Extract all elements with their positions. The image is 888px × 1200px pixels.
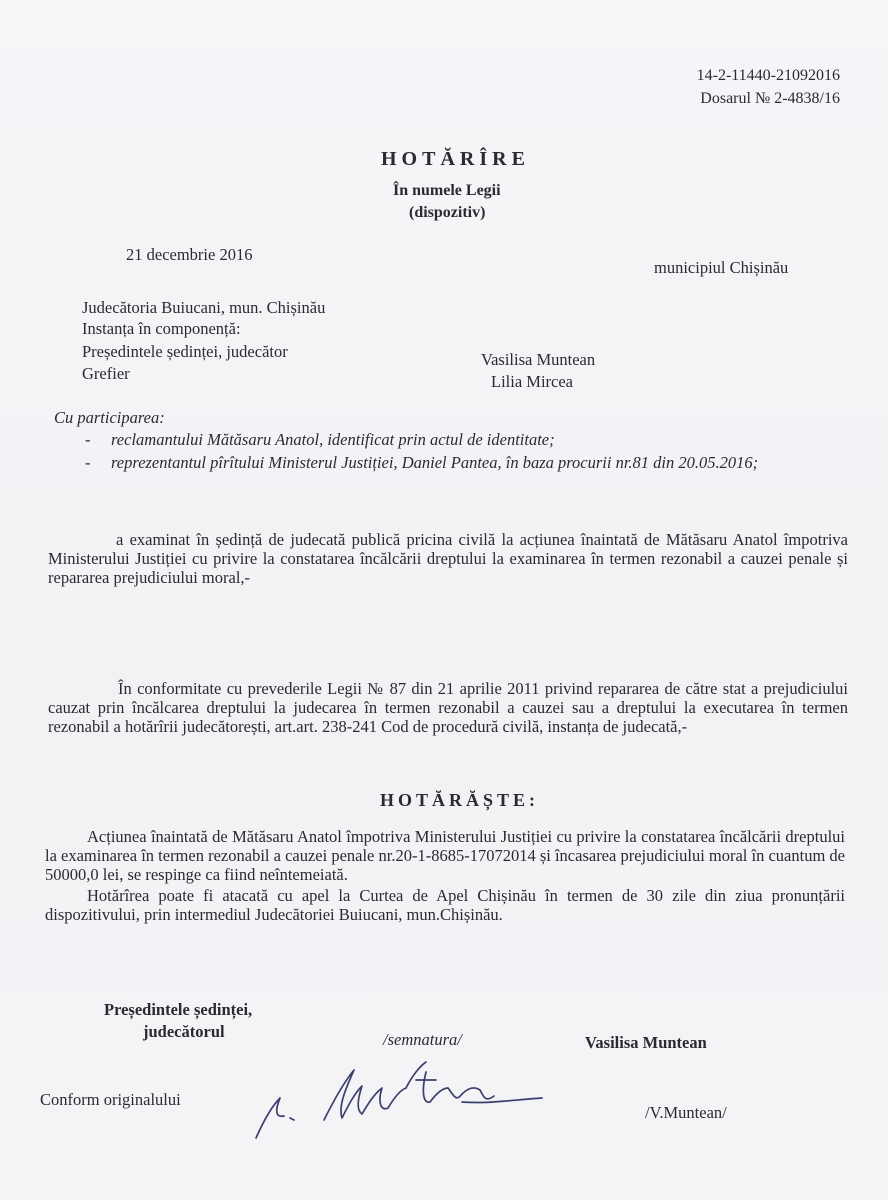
presiding-judge-label: Președintele ședinței, judecător (82, 342, 288, 361)
case-code: 14-2-11440-21092016 (696, 67, 840, 84)
court-name: Judecătoria Buiucani, mun. Chișinău (82, 298, 326, 317)
handwritten-signature (250, 1058, 550, 1148)
decision-body (45, 827, 845, 924)
conform-label: Conform originalului (40, 1090, 181, 1109)
participation-heading: Cu participarea: (54, 408, 165, 427)
decision-paragraph-1: Acțiunea înaintată de Mătăsaru Anatol împotriva Ministerului Justiției cu privire la constatarea încălcării dreptului la examinarea în termen rezonabil a cauzei penale nr.20-1-8685-17072014 și încasarea prejudiciului moral în cuantum de 50000,0 lei, se respinge ca fiind neîntemeiată. (45, 827, 845, 884)
examined-text: a examinat în ședință de judecată publică pricina civilă la acțiunea înaintată de Mătăsaru Anatol împotriva Ministerului Justiției cu privire la constatarea încălcării dreptului la examinarea în termen rezonabil a cauzei penale și repararea prejudiciului moral,- (48, 530, 848, 587)
participation-item: reprezentantul pîrîtului Ministerul Justiției, Daniel Pantea, în baza procurii nr.81 din 20.05.2016; (111, 453, 759, 472)
examined-paragraph (48, 530, 848, 587)
document-subtitle-2: (dispozitiv) (409, 204, 486, 221)
document-title: HOTĂRÎRE (381, 148, 530, 170)
signature-label: /semnatura/ (383, 1030, 462, 1049)
decision-paragraph-2: Hotărîrea poate fi atacată cu apel la Curtea de Apel Chișinău în termen de 30 zile din ziua pronunțării dispozitivului, prin intermediul Judecătoriei Buiucani, mun.Chișinău. (45, 886, 845, 924)
bullet-dash: - (85, 430, 91, 449)
conformity-paragraph (48, 679, 848, 736)
court-composition: Instanța în componență: (82, 319, 241, 338)
signatory-short-name: /V.Muntean/ (645, 1103, 727, 1122)
clerk-label: Grefier (82, 364, 130, 383)
participation-item: reclamantului Mătăsaru Anatol, identificat prin actul de identitate; (111, 430, 555, 449)
decision-date: 21 decembrie 2016 (126, 245, 253, 264)
signatory-name: Vasilisa Muntean (585, 1033, 707, 1052)
judge-name: Vasilisa Muntean (481, 350, 596, 369)
bullet-dash: - (85, 453, 91, 472)
decision-place: municipiul Chișinău (654, 258, 789, 277)
decision-heading: HOTĂRĂȘTE: (380, 790, 540, 810)
signature-role-1: Președintele ședinței, (104, 1000, 253, 1019)
clerk-name: Lilia Mircea (491, 372, 574, 391)
document-subtitle: În numele Legii (393, 182, 501, 199)
dosar-number: Dosarul № 2-4838/16 (700, 90, 840, 107)
signature-role-2: judecătorul (143, 1022, 225, 1041)
case-number-block (697, 64, 840, 110)
conformity-text: În conformitate cu prevederile Legii № 87 din 21 aprilie 2011 privind repararea de către stat a prejudiciului cauzat prin încălcarea dreptului la judecarea în termen rezonabil a cauzei sau a dreptului la executarea în termen rezonabil a hotărîrii judecătorești, art.art. 238-241 Cod de procedură civilă, instanța de judecată,- (48, 679, 848, 736)
